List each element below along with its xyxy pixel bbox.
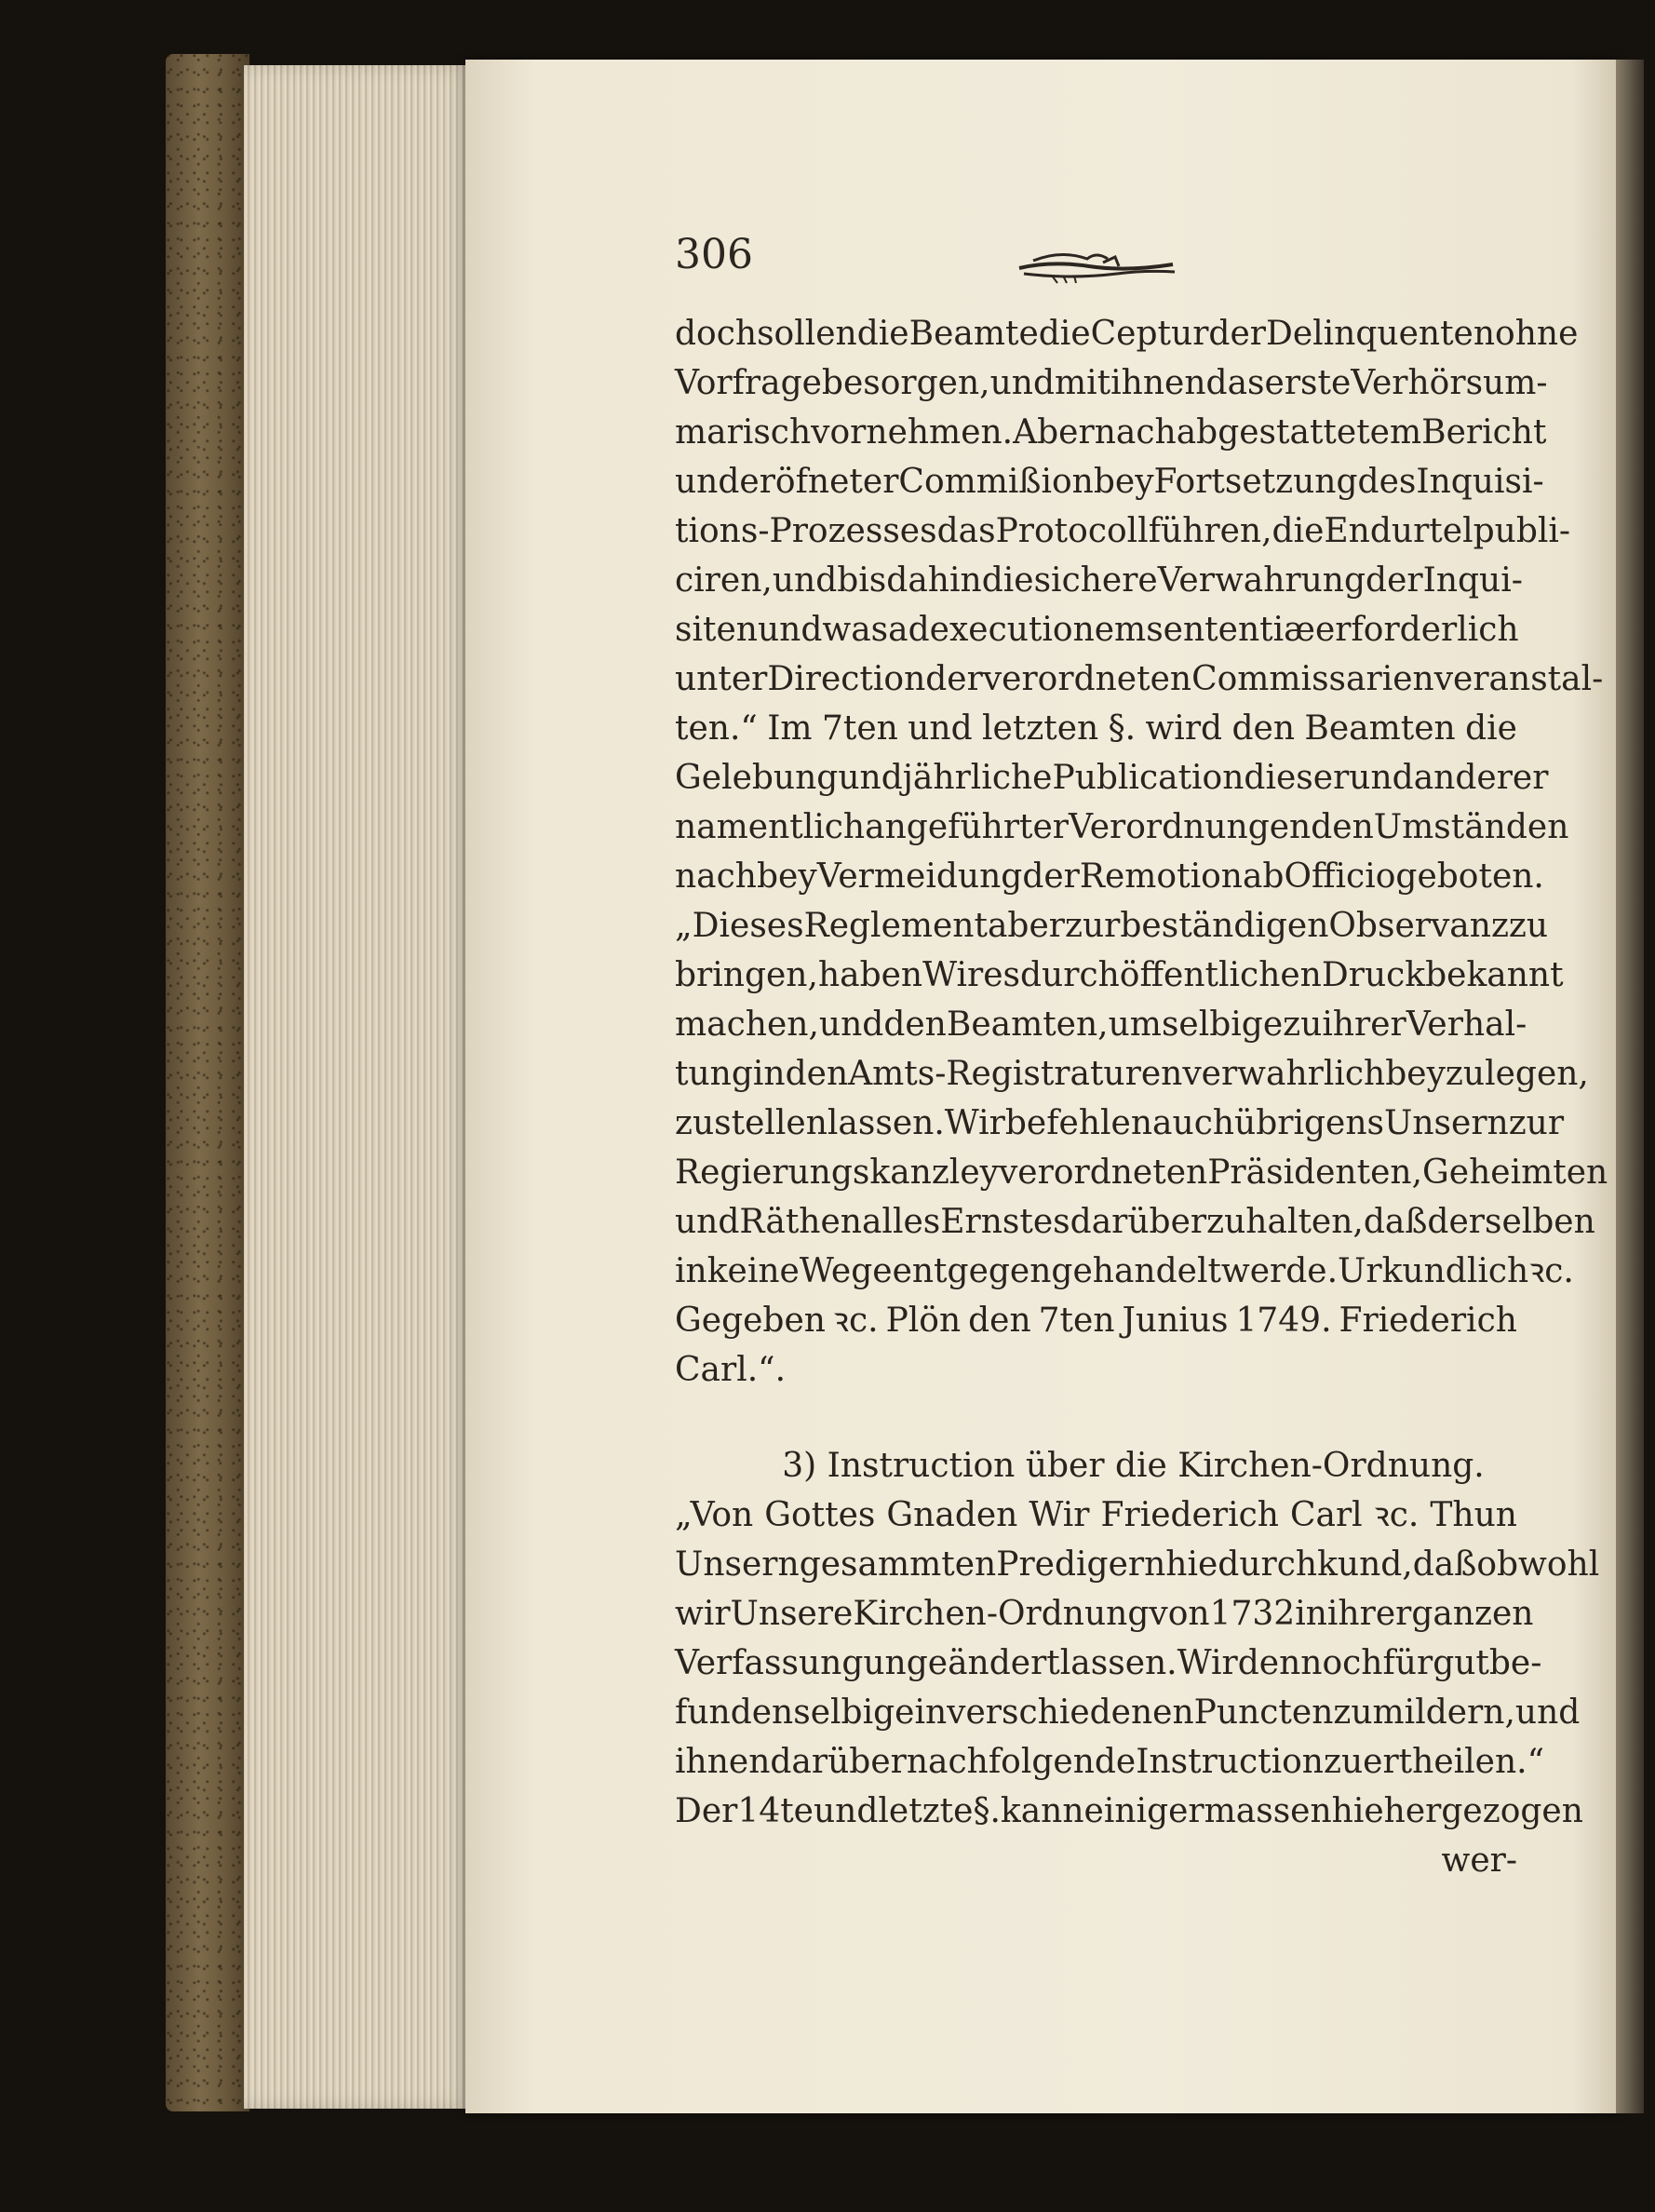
text-line: doch sollen die Beamte die Ceptur der Delinquenten ohne [675, 315, 1579, 353]
text-line: zustellen lassen. Wir befehlen auch übrigens Unsern zur [675, 1104, 1565, 1142]
text-line: bringen, haben Wir es durch öffentlichen Druck bekannt [675, 956, 1564, 994]
text-line: in keine Wege entgegen gehandelt werde. Urkundlich ꝛc. [675, 1252, 1574, 1290]
text-line: ten.“ Im 7ten und letzten §. wird den Beamten die [675, 709, 1517, 748]
text-line: tung in den Amts-Registraturen verwahrlich beyzulegen, [675, 1055, 1589, 1093]
body-text [675, 309, 1608, 1885]
text-line: „Von Gottes Gnaden Wir Friederich Carl ꝛc. Thun [675, 1496, 1517, 1534]
text-line: siten und was ad executionem sententiæ erforderlich [675, 611, 1519, 649]
paragraph-top [675, 309, 1608, 1345]
text-line: unter Direction der verordneten Commissarien veranstal- [675, 660, 1604, 698]
text-line: marisch vornehmen. Aber nach abgestattetem Bericht [675, 413, 1547, 452]
page-number: 306 [675, 231, 753, 278]
page-header [675, 231, 1513, 296]
text-line: machen, und den Beamten, um selbige zu ihrer Verhal- [675, 1005, 1527, 1044]
text-line: und Räthen alles Ernstes darüber zu halten, daß derselben [675, 1203, 1595, 1241]
text-line: ciren, und bis dahin die sichere Verwahrung der Inqui- [675, 561, 1523, 600]
text-line: Carl.“. [675, 1351, 787, 1389]
section-gap [675, 1395, 1517, 1441]
text-line: funden selbige in verschiedenen Puncten zu mildern, und [675, 1693, 1581, 1732]
text-line: Der 14te und letzte §. kann einigermassen hieher gezogen [675, 1792, 1583, 1830]
text-line: „Dieses Reglement aber zur beständigen Observanz zu [675, 907, 1549, 945]
text-line: nach bey Vermeidung der Remotion ab Officio geboten. [675, 857, 1544, 896]
text-line: tions-Prozesses das Protocoll führen, die Endurtel publi- [675, 512, 1571, 550]
ornament-icon [1015, 240, 1182, 287]
page-stack-edges [244, 65, 472, 2109]
text-line: Gegeben ꝛc. Plön den 7ten Junius 1749. Friederich [675, 1302, 1517, 1340]
text-line: Regierungskanzley verordneten Präsidenten, Geheimten [675, 1153, 1608, 1192]
catchword: wer- [1441, 1841, 1517, 1880]
text-line: namentlich angeführter Verordnungen den Umständen [675, 808, 1569, 846]
text-line: Vorfrage besorgen, und mit ihnen das erste Verhör sum- [675, 364, 1548, 402]
text-line: Unsern gesammten Predigern hiedurch kund, daß obwohl [675, 1545, 1600, 1584]
book-cover-edge [166, 54, 249, 2111]
text-line: ihnen darüber nachfolgende Instruction zu ertheilen.“ [675, 1743, 1544, 1781]
text-line: und eröfneter Commißion bey Fortsetzung des Inquisi- [675, 463, 1544, 501]
text-line: wir Unsere Kirchen-Ordnung von 1732 in ihrer ganzen [675, 1595, 1534, 1633]
text-line: Gelebung und jährliche Publication dieser und anderer [675, 759, 1549, 797]
page-gutter-shadow [1616, 60, 1644, 2113]
text-line: Verfassung ungeändert lassen. Wir dennoch für gut be- [675, 1644, 1542, 1682]
paragraph-bottom [675, 1490, 1600, 1836]
section-heading: 3) Instruction über die Kirchen-Ordnung. [782, 1447, 1485, 1485]
